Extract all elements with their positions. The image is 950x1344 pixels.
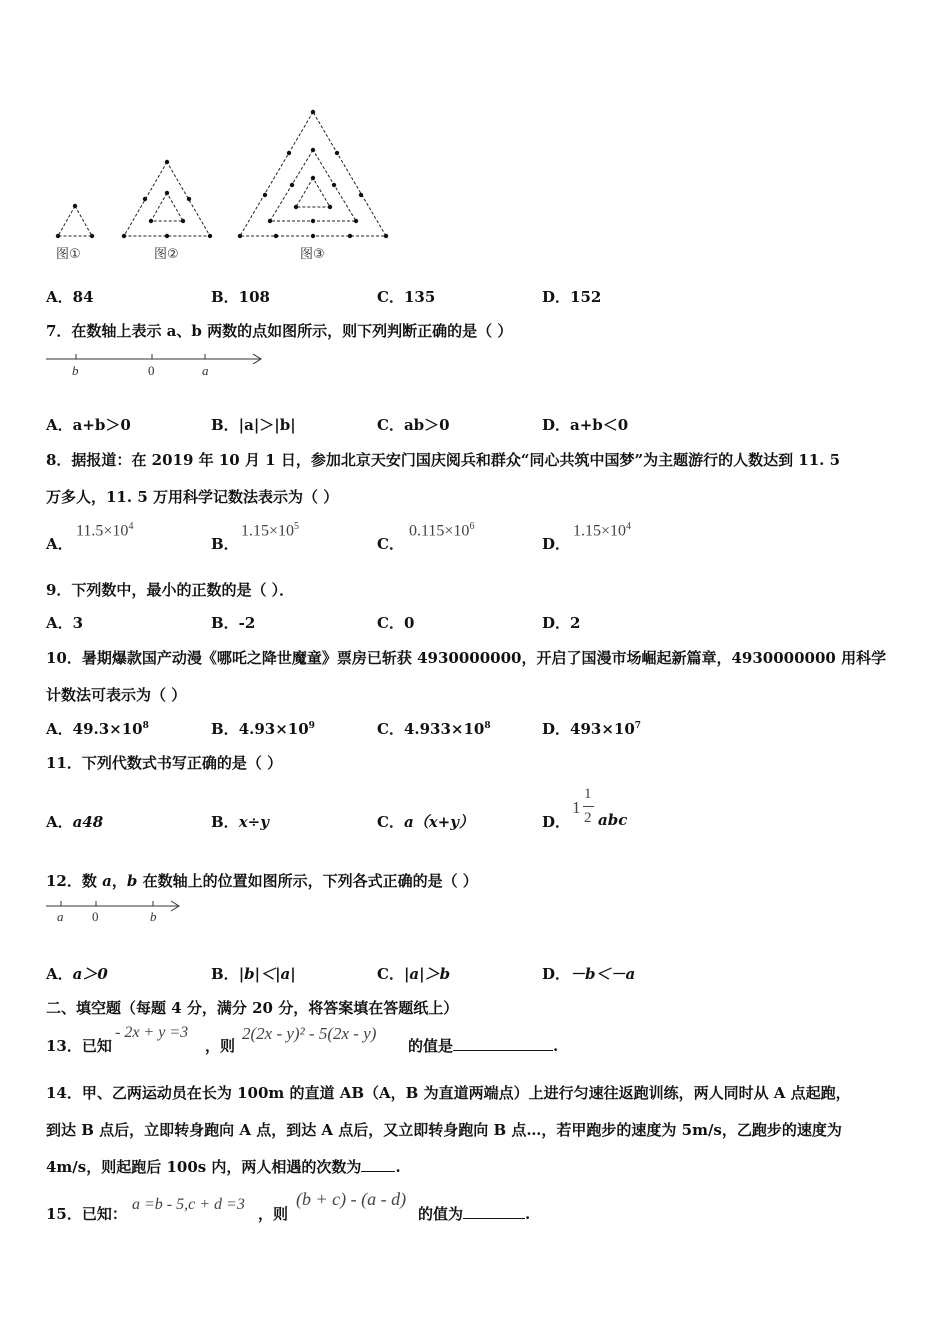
q13-then: ，则 — [205, 1037, 236, 1055]
figure-caption-1: 图① — [56, 247, 81, 262]
q7-option-c: C．ab＞0 — [377, 416, 450, 434]
q7-number-line — [44, 350, 266, 380]
section2-heading: 二、填空题（每题 4 分，满分 20 分，将答案填在答题纸上） — [46, 999, 459, 1017]
q9-stem: 9．下列数中，最小的正数的是（ ）． — [46, 581, 295, 599]
q12-option-c: C．|a|＞b — [377, 965, 451, 983]
q15-condition: a =b - 5,c + d =3 — [132, 1196, 245, 1213]
q11-option-b: B．x÷y — [211, 813, 269, 831]
q12-option-a: A．a＞0 — [46, 965, 108, 983]
q8-option-d-value: $1.15\times 10^4$ — [573, 521, 632, 540]
q15-then: ，则 — [258, 1205, 289, 1223]
q9-option-c: C．0 — [377, 614, 415, 632]
q8-option-b-letter: B． — [211, 535, 239, 553]
q7-axis-label-0: 0 — [148, 363, 155, 378]
q10-option-c: C．$4.933\times 10^8$ — [377, 720, 491, 738]
q8-option-c-letter: C． — [377, 535, 404, 553]
figure-caption-2: 图② — [154, 247, 179, 262]
q14-line3: 4m/s，则起跑后 100s 内，两人相遇的次数为 . — [46, 1158, 401, 1176]
q14-answer-blank[interactable] — [361, 1171, 395, 1172]
q10-stem-line2: 计数法可表示为（ ） — [46, 686, 187, 704]
q7-axis-label-a: a — [202, 363, 209, 378]
q11-option-d-whole: 1 — [572, 798, 581, 817]
q12-stem: 12．数 a，b 在数轴上的位置如图所示，下列各式正确的是（ ） — [46, 872, 478, 890]
q15-expression: (b + c) - (a - d) — [296, 1189, 407, 1209]
q11-option-d-letter: D． — [542, 813, 571, 831]
q15-answer-blank[interactable] — [463, 1218, 525, 1219]
q13-prefix: 13．已知 — [46, 1037, 112, 1055]
q12-number-line — [44, 898, 184, 926]
q13-condition: - 2x + y =3 — [115, 1024, 189, 1041]
q7-stem: 7．在数轴上表示 a、b 两数的点如图所示，则下列判断正确的是（ ） — [46, 322, 513, 340]
q8-stem-line1: 8．据报道：在 2019 年 10 月 1 日，参加北京天安门国庆阅兵和群众“同心共筑中国梦”为主题游行的人数达到 11. 5 — [46, 451, 841, 469]
q9-option-d: D．2 — [542, 614, 581, 632]
q10-option-b: B．$4.93\times 10^9$ — [211, 720, 315, 738]
q9-option-a: A．3 — [46, 614, 84, 632]
q15-suffix: 的值为 . — [418, 1205, 531, 1223]
q8-option-c-value: $0.115\times 10^6$ — [409, 521, 475, 540]
q10-option-d: D．$493\times 10^7$ — [542, 720, 642, 738]
q14-line1: 14．甲、乙两运动员在长为 100m 的直道 AB（A，B 为直道两端点）上进行匀速往返跑训练，两人同时从 A 点起跑， — [46, 1084, 851, 1102]
q6-option-d: D．152 — [542, 288, 602, 306]
q12-option-b: B．|b|＜|a| — [211, 965, 296, 983]
q10-option-a: A．$49.3\times 10^8$ — [46, 720, 149, 738]
q8-option-b-value: $1.15\times 10^5$ — [241, 521, 300, 540]
q10-stem-line1: 10．暑期爆款国产动漫《哪吒之降世魔童》票房已斩获 4930000000，开启了国漫市场崛起新篇章，4930000000 用科学 — [46, 649, 887, 667]
triangle-pattern-figure — [40, 100, 400, 265]
q14-line2: 到达 B 点后，立即转身跑向 A 点，到达 A 点后，又立即转身跑向 B 点…，若甲跑步的速度为 5m/s，乙跑步的速度为 — [46, 1121, 842, 1139]
q6-option-b: B．108 — [211, 288, 270, 306]
q11-stem: 11．下列代数式书写正确的是（ ） — [46, 754, 283, 772]
q11-option-d-denominator: 2 — [584, 810, 592, 826]
q6-option-a: A．84 — [46, 288, 94, 306]
q11-fraction-bar — [583, 806, 594, 807]
q7-option-d: D．a+b＜0 — [542, 416, 629, 434]
q7-option-b: B．|a|＞|b| — [211, 416, 296, 434]
q7-axis-label-b: b — [72, 363, 79, 378]
q12-axis-label-0: 0 — [92, 909, 99, 924]
q9-option-b: B．-2 — [211, 614, 256, 632]
q12-axis-label-a: a — [57, 909, 64, 924]
q8-stem-line2: 万多人，11. 5 万用科学记数法表示为（ ） — [46, 488, 339, 506]
q12-axis-label-b: b — [150, 909, 157, 924]
q8-option-d-letter: D． — [542, 535, 571, 553]
q13-answer-blank[interactable] — [453, 1050, 553, 1051]
q13-suffix: 的值是 . — [408, 1037, 559, 1055]
q11-option-a: A．a48 — [46, 813, 104, 831]
q15-prefix: 15．已知： — [46, 1205, 127, 1223]
q12-option-d: D．－b＜－a — [542, 965, 636, 983]
q6-option-c: C．135 — [377, 288, 436, 306]
q8-option-a-letter: A． — [46, 535, 73, 553]
q11-option-d-numerator: 1 — [584, 786, 592, 802]
q11-option-d-tail: abc — [598, 811, 628, 829]
figure-caption-3: 图③ — [300, 247, 325, 262]
q7-option-a: A．a+b＞0 — [46, 416, 131, 434]
q13-expression: 2(2x - y)² - 5(2x - y) — [242, 1024, 377, 1043]
q8-option-a-value: $11.5\times 10^4$ — [76, 521, 134, 540]
q11-option-c: C．a（x+y） — [377, 813, 474, 831]
